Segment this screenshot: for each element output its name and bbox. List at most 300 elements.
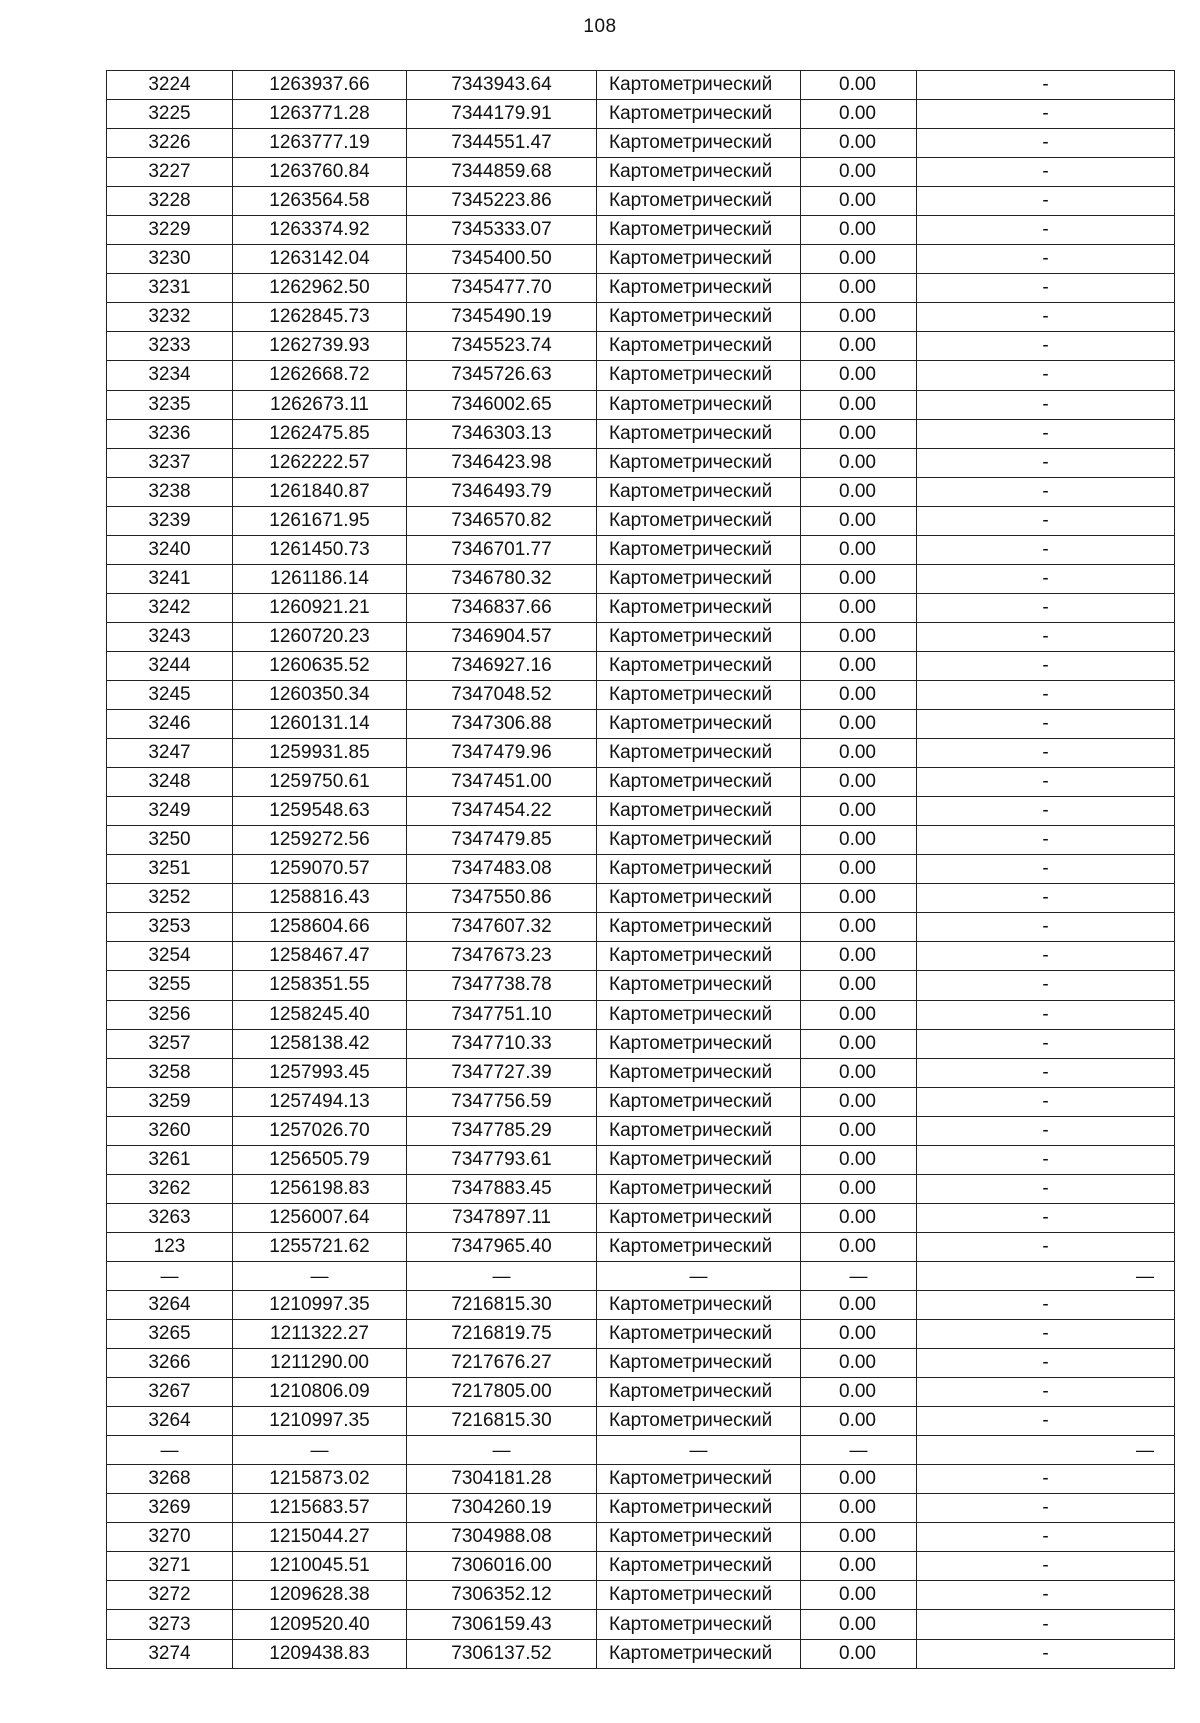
note-cell: - [917, 274, 1175, 303]
accuracy-cell: 0.00 [801, 1029, 917, 1058]
y-coordinate-cell: 7345726.63 [407, 361, 597, 390]
note-cell: - [917, 622, 1175, 651]
note-cell: - [917, 593, 1175, 622]
x-coordinate-cell: 1258467.47 [233, 942, 407, 971]
point-number-cell: 3262 [107, 1174, 233, 1203]
table-row [107, 361, 1175, 390]
method-cell: — [597, 1436, 801, 1465]
x-coordinate-cell: 1215873.02 [233, 1465, 407, 1494]
point-number-cell: 3243 [107, 622, 233, 651]
y-coordinate-cell: 7346780.32 [407, 564, 597, 593]
method-cell: Картометрический [597, 71, 801, 100]
table-row [107, 535, 1175, 564]
x-coordinate-cell: 1261671.95 [233, 506, 407, 535]
y-coordinate-cell: 7216815.30 [407, 1290, 597, 1319]
accuracy-cell: 0.00 [801, 1087, 917, 1116]
table-row [107, 710, 1175, 739]
point-number-cell: 3228 [107, 187, 233, 216]
accuracy-cell: 0.00 [801, 1349, 917, 1378]
point-number-cell: 3247 [107, 739, 233, 768]
x-coordinate-cell: 1258245.40 [233, 1000, 407, 1029]
y-coordinate-cell: — [407, 1436, 597, 1465]
accuracy-cell: 0.00 [801, 680, 917, 709]
point-number-cell: 3267 [107, 1378, 233, 1407]
accuracy-cell: 0.00 [801, 1000, 917, 1029]
accuracy-cell: 0.00 [801, 710, 917, 739]
table-row [107, 187, 1175, 216]
y-coordinate-cell: 7304988.08 [407, 1523, 597, 1552]
note-cell: - [917, 826, 1175, 855]
accuracy-cell: 0.00 [801, 622, 917, 651]
note-cell: - [917, 1000, 1175, 1029]
accuracy-cell: 0.00 [801, 1523, 917, 1552]
y-coordinate-cell: 7306016.00 [407, 1552, 597, 1581]
x-coordinate-cell: 1262845.73 [233, 303, 407, 332]
x-coordinate-cell: 1215044.27 [233, 1523, 407, 1552]
y-coordinate-cell: 7306137.52 [407, 1639, 597, 1668]
x-coordinate-cell: 1209438.83 [233, 1639, 407, 1668]
point-number-cell: 3230 [107, 245, 233, 274]
point-number-cell: 3227 [107, 158, 233, 187]
accuracy-cell: 0.00 [801, 303, 917, 332]
table-row [107, 1000, 1175, 1029]
separator-row [107, 1261, 1175, 1290]
method-cell: Картометрический [597, 826, 801, 855]
table-row [107, 651, 1175, 680]
note-cell: - [917, 1494, 1175, 1523]
x-coordinate-cell: 1258604.66 [233, 913, 407, 942]
method-cell: Картометрический [597, 158, 801, 187]
y-coordinate-cell: 7346423.98 [407, 448, 597, 477]
y-coordinate-cell: 7344859.68 [407, 158, 597, 187]
note-cell: - [917, 1581, 1175, 1610]
table-row [107, 797, 1175, 826]
accuracy-cell: 0.00 [801, 826, 917, 855]
method-cell: Картометрический [597, 971, 801, 1000]
method-cell: Картометрический [597, 1465, 801, 1494]
point-number-cell: 3254 [107, 942, 233, 971]
accuracy-cell: 0.00 [801, 390, 917, 419]
table-row [107, 564, 1175, 593]
point-number-cell: 3229 [107, 216, 233, 245]
table-row [107, 942, 1175, 971]
x-coordinate-cell: 1259548.63 [233, 797, 407, 826]
table-row [107, 1087, 1175, 1116]
accuracy-cell: 0.00 [801, 187, 917, 216]
note-cell: - [917, 564, 1175, 593]
x-coordinate-cell: 1262962.50 [233, 274, 407, 303]
accuracy-cell: 0.00 [801, 535, 917, 564]
x-coordinate-cell: 1260131.14 [233, 710, 407, 739]
accuracy-cell: 0.00 [801, 506, 917, 535]
table-row [107, 1174, 1175, 1203]
method-cell: Картометрический [597, 245, 801, 274]
method-cell: Картометрический [597, 1145, 801, 1174]
table-row [107, 100, 1175, 129]
method-cell: Картометрический [597, 1349, 801, 1378]
table-row [107, 1581, 1175, 1610]
method-cell: Картометрический [597, 768, 801, 797]
point-number-cell: 3269 [107, 1494, 233, 1523]
table-row [107, 1494, 1175, 1523]
table-row [107, 739, 1175, 768]
accuracy-cell: 0.00 [801, 1320, 917, 1349]
point-number-cell: 3226 [107, 129, 233, 158]
y-coordinate-cell: 7346701.77 [407, 535, 597, 564]
y-coordinate-cell: 7347738.78 [407, 971, 597, 1000]
y-coordinate-cell: 7304260.19 [407, 1494, 597, 1523]
point-number-cell: 123 [107, 1232, 233, 1261]
table-row [107, 1407, 1175, 1436]
x-coordinate-cell: 1263760.84 [233, 158, 407, 187]
point-number-cell: 3237 [107, 448, 233, 477]
table-row [107, 274, 1175, 303]
method-cell: Картометрический [597, 187, 801, 216]
table-row [107, 768, 1175, 797]
method-cell: Картометрический [597, 1378, 801, 1407]
accuracy-cell: 0.00 [801, 855, 917, 884]
coordinates-table [106, 70, 1175, 1669]
accuracy-cell: 0.00 [801, 1174, 917, 1203]
accuracy-cell: 0.00 [801, 1203, 917, 1232]
table-row [107, 680, 1175, 709]
point-number-cell: 3234 [107, 361, 233, 390]
y-coordinate-cell: 7304181.28 [407, 1465, 597, 1494]
method-cell: Картометрический [597, 884, 801, 913]
method-cell: Картометрический [597, 477, 801, 506]
y-coordinate-cell: 7216815.30 [407, 1407, 597, 1436]
table-row [107, 1320, 1175, 1349]
note-cell: - [917, 1610, 1175, 1639]
method-cell: Картометрический [597, 1232, 801, 1261]
note-cell: - [917, 1145, 1175, 1174]
y-coordinate-cell: 7347793.61 [407, 1145, 597, 1174]
x-coordinate-cell: 1256007.64 [233, 1203, 407, 1232]
method-cell: Картометрический [597, 303, 801, 332]
x-coordinate-cell: 1259070.57 [233, 855, 407, 884]
y-coordinate-cell: 7345477.70 [407, 274, 597, 303]
accuracy-cell: 0.00 [801, 1232, 917, 1261]
y-coordinate-cell: 7347785.29 [407, 1116, 597, 1145]
point-number-cell: 3253 [107, 913, 233, 942]
y-coordinate-cell: 7347483.08 [407, 855, 597, 884]
note-cell: - [917, 1116, 1175, 1145]
point-number-cell: 3266 [107, 1349, 233, 1378]
accuracy-cell: 0.00 [801, 100, 917, 129]
x-coordinate-cell: 1262673.11 [233, 390, 407, 419]
y-coordinate-cell: 7347454.22 [407, 797, 597, 826]
x-coordinate-cell: 1260720.23 [233, 622, 407, 651]
x-coordinate-cell: 1210997.35 [233, 1407, 407, 1436]
x-coordinate-cell: 1263142.04 [233, 245, 407, 274]
y-coordinate-cell: 7346570.82 [407, 506, 597, 535]
method-cell: Картометрический [597, 593, 801, 622]
method-cell: Картометрический [597, 1552, 801, 1581]
point-number-cell: 3242 [107, 593, 233, 622]
y-coordinate-cell: — [407, 1261, 597, 1290]
note-cell: - [917, 129, 1175, 158]
x-coordinate-cell: 1211322.27 [233, 1320, 407, 1349]
table-row [107, 913, 1175, 942]
accuracy-cell: 0.00 [801, 1610, 917, 1639]
accuracy-cell: 0.00 [801, 1581, 917, 1610]
table-row [107, 1290, 1175, 1319]
method-cell: Картометрический [597, 1523, 801, 1552]
point-number-cell: 3268 [107, 1465, 233, 1494]
accuracy-cell: 0.00 [801, 332, 917, 361]
y-coordinate-cell: 7347883.45 [407, 1174, 597, 1203]
method-cell: Картометрический [597, 680, 801, 709]
x-coordinate-cell: 1263374.92 [233, 216, 407, 245]
point-number-cell: 3246 [107, 710, 233, 739]
accuracy-cell: 0.00 [801, 1378, 917, 1407]
y-coordinate-cell: 7344179.91 [407, 100, 597, 129]
method-cell: Картометрический [597, 390, 801, 419]
y-coordinate-cell: 7306352.12 [407, 1581, 597, 1610]
x-coordinate-cell: 1259931.85 [233, 739, 407, 768]
table-row [107, 1203, 1175, 1232]
note-cell: - [917, 1203, 1175, 1232]
accuracy-cell: 0.00 [801, 71, 917, 100]
table-row [107, 1378, 1175, 1407]
note-cell: - [917, 739, 1175, 768]
table-row [107, 1552, 1175, 1581]
coordinates-table-body [107, 71, 1175, 1669]
table-row [107, 1349, 1175, 1378]
accuracy-cell: 0.00 [801, 1290, 917, 1319]
accuracy-cell: 0.00 [801, 1058, 917, 1087]
point-number-cell: 3239 [107, 506, 233, 535]
method-cell: Картометрический [597, 100, 801, 129]
note-cell: - [917, 651, 1175, 680]
point-number-cell: 3265 [107, 1320, 233, 1349]
accuracy-cell: 0.00 [801, 274, 917, 303]
note-cell: - [917, 71, 1175, 100]
x-coordinate-cell: 1257494.13 [233, 1087, 407, 1116]
point-number-cell: 3225 [107, 100, 233, 129]
table-row [107, 158, 1175, 187]
x-coordinate-cell: 1211290.00 [233, 1349, 407, 1378]
x-coordinate-cell: 1259272.56 [233, 826, 407, 855]
point-number-cell: 3272 [107, 1581, 233, 1610]
method-cell: Картометрический [597, 332, 801, 361]
note-cell: - [917, 680, 1175, 709]
y-coordinate-cell: 7347965.40 [407, 1232, 597, 1261]
point-number-cell: 3271 [107, 1552, 233, 1581]
x-coordinate-cell: 1215683.57 [233, 1494, 407, 1523]
note-cell: - [917, 100, 1175, 129]
note-cell: - [917, 1058, 1175, 1087]
point-number-cell: 3258 [107, 1058, 233, 1087]
table-row [107, 1058, 1175, 1087]
x-coordinate-cell: 1260921.21 [233, 593, 407, 622]
x-coordinate-cell: 1209628.38 [233, 1581, 407, 1610]
note-cell: - [917, 855, 1175, 884]
table-row [107, 419, 1175, 448]
table-row [107, 1523, 1175, 1552]
method-cell: Картометрический [597, 797, 801, 826]
note-cell: - [917, 884, 1175, 913]
table-row [107, 1610, 1175, 1639]
accuracy-cell: 0.00 [801, 884, 917, 913]
point-number-cell: 3231 [107, 274, 233, 303]
table-row [107, 1465, 1175, 1494]
method-cell: Картометрический [597, 448, 801, 477]
x-coordinate-cell: 1256198.83 [233, 1174, 407, 1203]
note-cell: - [917, 332, 1175, 361]
y-coordinate-cell: 7347727.39 [407, 1058, 597, 1087]
note-cell: - [917, 390, 1175, 419]
note-cell: - [917, 535, 1175, 564]
point-number-cell: 3264 [107, 1407, 233, 1436]
x-coordinate-cell: 1260635.52 [233, 651, 407, 680]
accuracy-cell: 0.00 [801, 419, 917, 448]
table-row [107, 1029, 1175, 1058]
accuracy-cell: 0.00 [801, 564, 917, 593]
x-coordinate-cell: — [233, 1261, 407, 1290]
x-coordinate-cell: 1262222.57 [233, 448, 407, 477]
x-coordinate-cell: 1257026.70 [233, 1116, 407, 1145]
y-coordinate-cell: 7346002.65 [407, 390, 597, 419]
point-number-cell: 3232 [107, 303, 233, 332]
method-cell: Картометрический [597, 1320, 801, 1349]
note-cell: - [917, 1232, 1175, 1261]
point-number-cell: 3260 [107, 1116, 233, 1145]
page-number: 108 [583, 16, 617, 37]
table-row [107, 1232, 1175, 1261]
x-coordinate-cell: 1262739.93 [233, 332, 407, 361]
method-cell: Картометрический [597, 1203, 801, 1232]
point-number-cell: 3256 [107, 1000, 233, 1029]
accuracy-cell: 0.00 [801, 129, 917, 158]
y-coordinate-cell: 7346303.13 [407, 419, 597, 448]
note-cell: - [917, 158, 1175, 187]
note-cell: - [917, 419, 1175, 448]
point-number-cell: 3249 [107, 797, 233, 826]
x-coordinate-cell: 1256505.79 [233, 1145, 407, 1174]
x-coordinate-cell: 1258351.55 [233, 971, 407, 1000]
method-cell: Картометрический [597, 1581, 801, 1610]
accuracy-cell: 0.00 [801, 942, 917, 971]
note-cell: - [917, 448, 1175, 477]
point-number-cell: 3259 [107, 1087, 233, 1116]
table-row [107, 1145, 1175, 1174]
table-row [107, 390, 1175, 419]
x-coordinate-cell: 1259750.61 [233, 768, 407, 797]
note-cell: — [917, 1261, 1175, 1290]
y-coordinate-cell: 7347451.00 [407, 768, 597, 797]
accuracy-cell: 0.00 [801, 971, 917, 1000]
note-cell: - [917, 303, 1175, 332]
point-number-cell: 3251 [107, 855, 233, 884]
y-coordinate-cell: 7347710.33 [407, 1029, 597, 1058]
x-coordinate-cell: 1210997.35 [233, 1290, 407, 1319]
table-row [107, 477, 1175, 506]
point-number-cell: 3250 [107, 826, 233, 855]
note-cell: — [917, 1436, 1175, 1465]
accuracy-cell: 0.00 [801, 448, 917, 477]
table-row [107, 448, 1175, 477]
y-coordinate-cell: 7347479.96 [407, 739, 597, 768]
accuracy-cell: 0.00 [801, 1407, 917, 1436]
method-cell: Картометрический [597, 1290, 801, 1319]
accuracy-cell: 0.00 [801, 477, 917, 506]
accuracy-cell: 0.00 [801, 216, 917, 245]
accuracy-cell: 0.00 [801, 1145, 917, 1174]
accuracy-cell: — [801, 1261, 917, 1290]
table-row [107, 216, 1175, 245]
table-row [107, 303, 1175, 332]
table-row [107, 332, 1175, 361]
point-number-cell: 3261 [107, 1145, 233, 1174]
y-coordinate-cell: 7346927.16 [407, 651, 597, 680]
note-cell: - [917, 1407, 1175, 1436]
y-coordinate-cell: 7216819.75 [407, 1320, 597, 1349]
method-cell: — [597, 1261, 801, 1290]
table-row [107, 245, 1175, 274]
y-coordinate-cell: 7345523.74 [407, 332, 597, 361]
point-number-cell: 3257 [107, 1029, 233, 1058]
table-row [107, 1639, 1175, 1668]
table-row [107, 129, 1175, 158]
point-number-cell: 3235 [107, 390, 233, 419]
accuracy-cell: 0.00 [801, 739, 917, 768]
accuracy-cell: 0.00 [801, 245, 917, 274]
note-cell: - [917, 245, 1175, 274]
note-cell: - [917, 971, 1175, 1000]
method-cell: Картометрический [597, 129, 801, 158]
note-cell: - [917, 710, 1175, 739]
method-cell: Картометрический [597, 1407, 801, 1436]
y-coordinate-cell: 7343943.64 [407, 71, 597, 100]
accuracy-cell: 0.00 [801, 361, 917, 390]
point-number-cell: 3241 [107, 564, 233, 593]
x-coordinate-cell: 1210806.09 [233, 1378, 407, 1407]
method-cell: Картометрический [597, 651, 801, 680]
method-cell: Картометрический [597, 942, 801, 971]
x-coordinate-cell: 1258816.43 [233, 884, 407, 913]
method-cell: Картометрический [597, 535, 801, 564]
method-cell: Картометрический [597, 739, 801, 768]
x-coordinate-cell: 1261840.87 [233, 477, 407, 506]
x-coordinate-cell: 1262668.72 [233, 361, 407, 390]
y-coordinate-cell: 7347751.10 [407, 1000, 597, 1029]
point-number-cell: 3264 [107, 1290, 233, 1319]
method-cell: Картометрический [597, 710, 801, 739]
note-cell: - [917, 506, 1175, 535]
note-cell: - [917, 361, 1175, 390]
table-row [107, 622, 1175, 651]
y-coordinate-cell: 7347897.11 [407, 1203, 597, 1232]
note-cell: - [917, 1378, 1175, 1407]
accuracy-cell: 0.00 [801, 1639, 917, 1668]
note-cell: - [917, 768, 1175, 797]
y-coordinate-cell: 7345400.50 [407, 245, 597, 274]
y-coordinate-cell: 7345333.07 [407, 216, 597, 245]
note-cell: - [917, 1029, 1175, 1058]
method-cell: Картометрический [597, 1494, 801, 1523]
x-coordinate-cell: 1263937.66 [233, 71, 407, 100]
method-cell: Картометрический [597, 1116, 801, 1145]
x-coordinate-cell: 1209520.40 [233, 1610, 407, 1639]
note-cell: - [917, 1552, 1175, 1581]
note-cell: - [917, 913, 1175, 942]
method-cell: Картометрический [597, 1610, 801, 1639]
point-number-cell: 3252 [107, 884, 233, 913]
x-coordinate-cell: 1263777.19 [233, 129, 407, 158]
x-coordinate-cell: 1263564.58 [233, 187, 407, 216]
note-cell: - [917, 187, 1175, 216]
